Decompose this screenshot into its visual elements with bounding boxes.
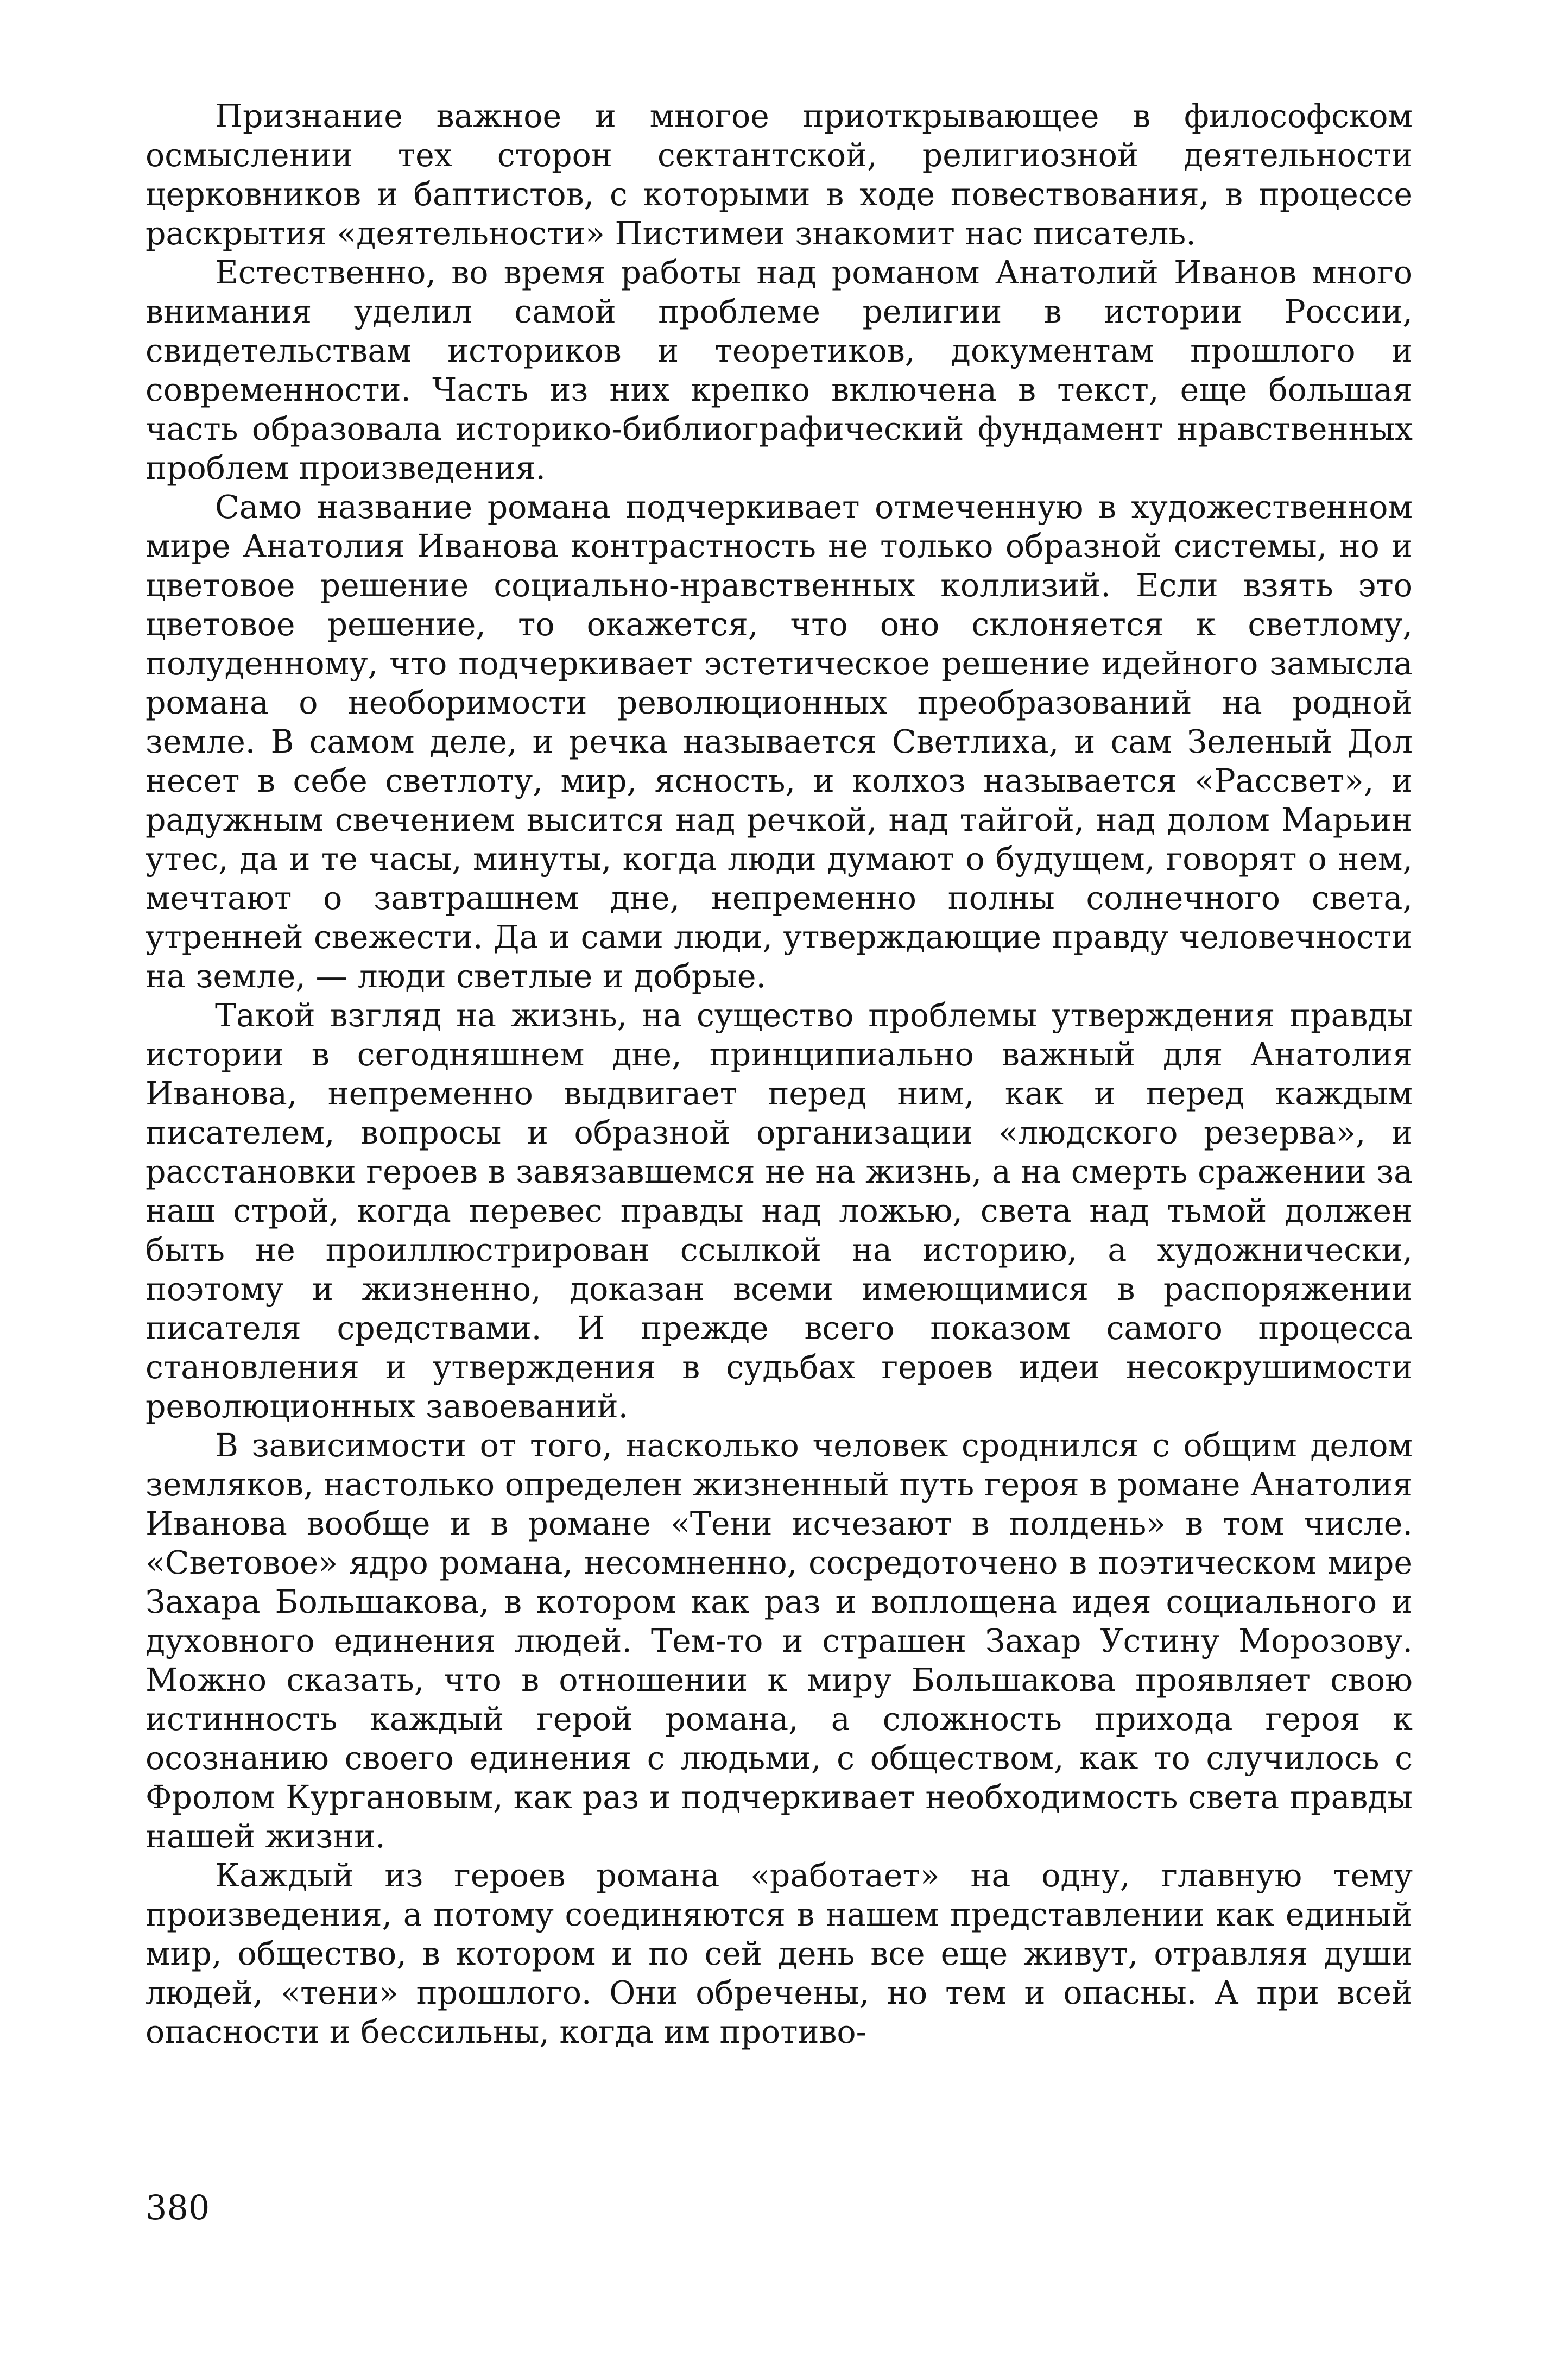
page-number: 380 (146, 2188, 210, 2227)
paragraph-3: Само название романа подчеркивает отмеченную в художественном мире Анатолия Иванова контрастность не только образной системы, но и цветовое решение социально-нравственных коллизий. Если взять это цветовое решение, то окажется, что оно склоняется к светлому, полуденному, что подчеркивает эстетическое решение идейного замысла романа о необоримости революционных преобразований на родной земле. В самом деле, и речка называется Светлиха, и сам Зеленый Дол несет в себе светлоту, мир, ясность, и колхоз называется «Рассвет», и радужным свечением высится над речкой, над тайгой, над долом Марьин утес, да и те часы, минуты, когда люди думают о будущем, говорят о нем, мечтают о завтрашнем дне, непременно полны солнечного света, утренней свежести. Да и сами люди, утверждающие правду человечности на земле, — люди светлые и добрые. (146, 489, 1413, 995)
paragraph-5: В зависимости от того, насколько человек сроднился с общим делом земляков, настолько определен жизненный путь героя в романе Анатолия Иванова вообще и в романе «Тени исчезают в полдень» в том числе. «Световое» ядро романа, несомненно, сосредоточено в поэтическом мире Захара Большакова, в котором как раз и воплощена идея социального и духовного единения людей. Тем-то и страшен Захар Устину Морозову. Можно сказать, что в отношении к миру Большакова проявляет свою истинность каждый герой романа, а сложность прихода героя к осознанию своего единения с людьми, с обществом, как то случилось с Фролом Кургановым, как раз и подчеркивает необходимость света правды нашей жизни. (146, 1427, 1413, 1855)
paragraph-4: Такой взгляд на жизнь, на существо проблемы утверждения правды истории в сегодняшнем дне, принципиально важный для Анатолия Иванова, непременно выдвигает перед ним, как и перед каждым писателем, вопросы и образной организации «людского резерва», и расстановки героев в завязавшемся не на жизнь, а на смерть сражении за наш строй, когда перевес правды над ложью, света над тьмой должен быть не проиллюстрирован ссылкой на историю, а художнически, поэтому и жизненно, доказан всеми имеющимися в распоряжении писателя средствами. И прежде всего показом самого процесса становления и утверждения в судьбах героев идеи несокрушимости революционных завоеваний. (146, 997, 1413, 1425)
paragraph-2: Естественно, во время работы над романом Анатолий Иванов много внимания уделил самой проблеме религии в истории России, свидетельствам историков и теоретиков, документам прошлого и современности. Часть из них крепко включена в текст, еще большая часть образовала историко-библиографический фундамент нравственных проблем произведения. (146, 254, 1413, 487)
body-text (146, 97, 1413, 2051)
paragraph-6: Каждый из героев романа «работает» на одну, главную тему произведения, а потому соединяются в нашем представлении как единый мир, общество, в котором и по сей день все еще живут, отравляя души людей, «тени» прошлого. Они обречены, но тем и опасны. А при всей опасности и бессильны, когда им противо- (146, 1857, 1413, 2050)
paragraph-1: Признание важное и многое приоткрывающее в философском осмыслении тех сторон сектантской, религиозной деятельности церковников и баптистов, с которыми в ходе повествования, в процессе раскрытия «деятельности» Пистимеи знакомит нас писатель. (146, 98, 1413, 252)
